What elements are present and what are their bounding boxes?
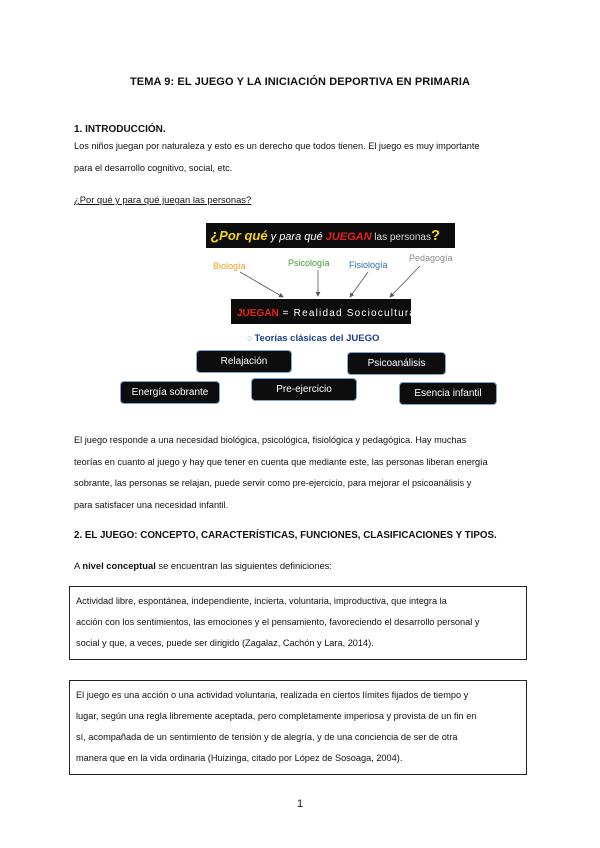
banner-open: ¿ xyxy=(210,227,220,244)
pill-pre-ejercicio: Pre-ejercicio xyxy=(251,378,357,401)
page-number: 1 xyxy=(296,798,304,810)
banner-close: ? xyxy=(431,227,441,244)
definition-box-2 xyxy=(69,680,527,775)
pill-energia-sobrante: Energía sobrante xyxy=(120,381,220,404)
definition-line: El juego es una acción o una actividad voluntaria, realizada en ciertos límites fijados de tiempo y xyxy=(76,690,469,700)
pill-psicoanalisis: Psicoanálisis xyxy=(347,352,446,375)
definition-line: Actividad libre, espontánea, independiente, incierta, voluntaria, improductiva, que integra la xyxy=(76,596,447,606)
theories-title xyxy=(247,333,379,344)
definition-line: manera que en la vida ordinaria (Huizinga, citado por López de Sosoaga, 2004). xyxy=(76,753,403,763)
label-pedagogia: Pedagogía xyxy=(409,253,453,263)
label-psicologia: Psicología xyxy=(288,258,330,268)
definition-line: sí, acompañada de un sentimiento de tensión y de alegría, y de una conciencia de ser de otra xyxy=(76,732,458,742)
label-fisiologia: Fisiología xyxy=(349,260,388,270)
document-title: TEMA 9: EL JUEGO Y LA INICIACIÓN DEPORTIVA EN PRIMARIA xyxy=(129,76,471,88)
intro-line: Los niños juegan por naturaleza y esto es un derecho que todos tienen. El juego es muy importante xyxy=(74,141,480,151)
pill-esencia-infantil: Esencia infantil xyxy=(399,382,497,405)
banner-porque: Por qué xyxy=(219,228,268,243)
center-rest: = Realidad Sociocultural xyxy=(278,308,420,319)
arrow-pedagogia xyxy=(390,266,420,297)
section-2-heading: 2. EL JUEGO: CONCEPTO, CARACTERÍSTICAS, FUNCIONES, CLASIFICACIONES Y TIPOS. xyxy=(74,530,497,541)
theories-title-text: Teorías clásicas del JUEGO xyxy=(254,333,380,344)
intro-rest: se encuentran las siguientes definiciones: xyxy=(155,560,332,571)
pill-relajacion: Relajación xyxy=(196,350,292,373)
banner-ypara: y para qué xyxy=(267,231,326,243)
intro-a: A xyxy=(74,560,83,571)
paragraph-line: El juego responde a una necesidad biológica, psicológica, fisiológica y pedagógica. Hay muchas xyxy=(74,435,467,445)
center-bar xyxy=(231,299,420,324)
definition-line: lugar, según una regla libremente aceptada, pero completamente imperiosa y provista de un fin en xyxy=(76,711,477,721)
diagram-arrows xyxy=(0,0,600,420)
arrow-biologia xyxy=(240,272,283,297)
paragraph-line: sobrante, las personas se relajan, puede servir como pre-ejercicio, para mejorar el psicoanálisis y xyxy=(74,478,472,488)
arrow-fisiologia xyxy=(350,272,368,297)
question-heading: ¿Por qué y para qué juegan las personas? xyxy=(74,194,252,205)
definition-line: acción con los sentimientos, las emociones y el pensamiento, favoreciendo el desarrollo personal y xyxy=(76,617,480,627)
center-juegan: JUEGAN xyxy=(237,308,279,319)
explanation-paragraph xyxy=(74,430,544,516)
intro-bold: nivel conceptual xyxy=(82,560,156,571)
intro-line: para el desarrollo cognitivo, social, etc. xyxy=(74,162,233,173)
definition-line: social y que, a veces, puede ser dirigido (Zagalaz, Cachón y Lara, 2014). xyxy=(76,638,374,648)
definition-box-1 xyxy=(69,586,527,660)
banner-juegan: JUEGAN xyxy=(325,231,372,243)
section-1-heading: 1. INTRODUCCIÓN. xyxy=(74,124,166,135)
banner-rest: las personas xyxy=(371,232,431,243)
bullet-icon: ○ xyxy=(247,333,253,343)
paragraph-line: para satisfacer una necesidad infantil. xyxy=(74,499,229,510)
conceptual-intro xyxy=(74,560,332,571)
paragraph-line: teorías en cuanto al juego y hay que tener en cuenta que mediante este, las personas liberan energía xyxy=(74,456,488,467)
label-biologia: Biología xyxy=(213,261,246,271)
